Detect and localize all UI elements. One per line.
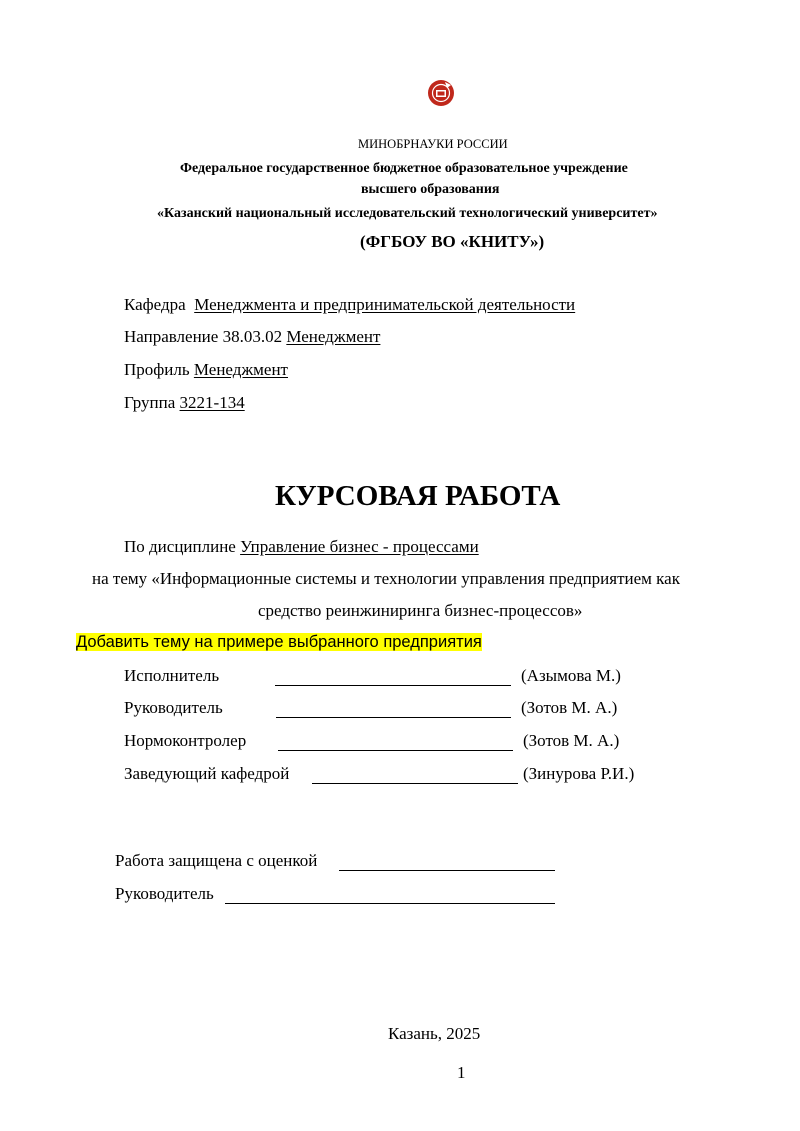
institution-abbreviation: (ФГБОУ ВО «КНИТУ») xyxy=(360,232,545,251)
signature-line xyxy=(278,750,513,751)
supervisor-line xyxy=(225,903,555,904)
signature-line xyxy=(275,685,511,686)
profile-field xyxy=(124,360,288,380)
signature-name: (Зотов М. А.) xyxy=(523,731,620,750)
signature-line xyxy=(312,783,518,784)
department-label: Кафедра xyxy=(124,295,186,314)
signature-role: Исполнитель xyxy=(124,666,220,685)
signature-name: (Зинурова Р.И.) xyxy=(523,764,635,783)
institution-line-3: «Казанский национальный исследовательский технологический университет» xyxy=(157,206,658,221)
discipline-value: Управление бизнес - процессами xyxy=(240,537,479,556)
department-value: Менеджмента и предпринимательской деятельности xyxy=(194,295,576,314)
department-field xyxy=(124,295,575,315)
institution-line-2: высшего образования xyxy=(361,182,500,197)
institution-line-1: Федеральное государственное бюджетное образовательное учреждение xyxy=(180,161,628,176)
direction-value: Менеджмент xyxy=(286,327,381,346)
supervisor-label: Руководитель xyxy=(115,884,214,903)
page-number: 1 xyxy=(457,1063,466,1082)
theme-line-1: на тему «Информационные системы и технологии управления предприятием как xyxy=(92,569,680,588)
discipline-field xyxy=(124,537,479,557)
signature-role: Нормоконтролер xyxy=(124,731,247,750)
discipline-label: По дисциплине xyxy=(124,537,236,556)
signature-name: (Азымова М.) xyxy=(521,666,621,685)
document-title: КУРСОВАЯ РАБОТА xyxy=(275,480,561,512)
group-label: Группа xyxy=(124,393,176,412)
group-value: 3221-134 xyxy=(179,393,245,412)
signature-role: Руководитель xyxy=(124,698,223,717)
profile-label: Профиль xyxy=(124,360,190,379)
signature-line xyxy=(276,717,511,718)
signature-name: (Зотов М. А.) xyxy=(521,698,618,717)
university-logo xyxy=(427,79,455,107)
group-field xyxy=(124,393,245,413)
theme-line-2: средство реинжиниринга бизнес-процессов» xyxy=(258,601,583,620)
direction-field xyxy=(124,327,380,347)
grade-line xyxy=(339,870,555,871)
signature-role: Заведующий кафедрой xyxy=(124,764,290,783)
direction-label: Направление 38.03.02 xyxy=(124,327,283,346)
highlighted-note xyxy=(76,633,482,652)
profile-value: Менеджмент xyxy=(193,360,288,379)
highlighted-note-text: Добавить тему на примере выбранного предприятия xyxy=(76,633,482,651)
ministry-name: МИНОБРНАУКИ РОССИИ xyxy=(358,137,508,151)
city-year: Казань, 2025 xyxy=(388,1024,481,1043)
grade-label: Работа защищена с оценкой xyxy=(115,851,318,870)
